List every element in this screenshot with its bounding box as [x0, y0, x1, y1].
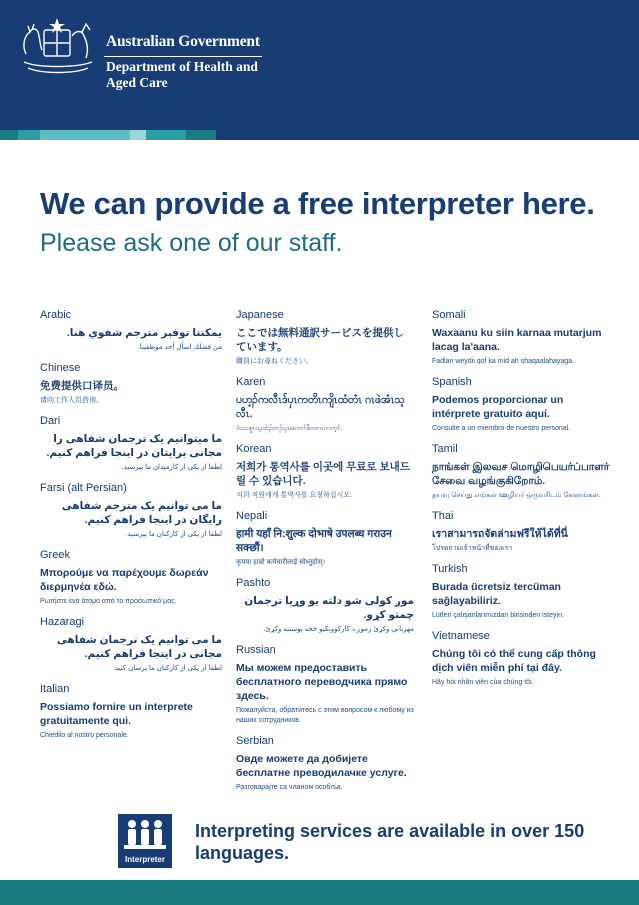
coat-of-arms-icon	[18, 16, 98, 78]
language-ask-staff-text: 職員にお尋ねください。	[236, 358, 313, 365]
language-block	[432, 443, 612, 501]
government-name: Australian Government	[106, 33, 260, 50]
language-block	[236, 644, 414, 726]
language-block	[432, 376, 612, 434]
language-block	[40, 683, 222, 741]
language-offer-text: ما می توانیم یک ترجمان شفاهی مجانی در اینجا فراهم کنیم.	[56, 634, 222, 660]
language-ask-staff-text: 请向工作人员咨询。	[40, 397, 103, 404]
header	[0, 0, 639, 130]
language-name: Tamil	[432, 443, 458, 455]
language-block	[432, 630, 612, 688]
language-name: Turkish	[432, 563, 468, 575]
header-divider	[104, 56, 262, 57]
language-block	[236, 443, 414, 501]
language-name: Arabic	[40, 309, 72, 321]
language-name: Italian	[40, 683, 70, 695]
language-ask-staff-text: Fadlan weydii qof ka mid ah shaqaalahayaga.	[432, 358, 575, 365]
language-ask-staff-text: ဝံသးစူၤဃ့ထံၣ်ဘၣ်ပှၤမၤတၢ်ဖိတဂၤတက့ၢ်.	[236, 425, 343, 432]
language-ask-staff-text: Разговарајте са чланом особља.	[236, 784, 343, 791]
language-ask-staff-text: لطفا از یکی از کارکنان ما بپرسید.	[125, 531, 222, 538]
interpreter-logo	[118, 814, 172, 868]
language-ask-staff-text: لطفا از یکی از کارمندان ما بپرسید.	[121, 464, 222, 471]
language-offer-text: 免费提供口译员。	[40, 380, 124, 392]
language-name: Nepali	[236, 510, 268, 522]
language-name: Farsi (alt Persian)	[40, 482, 127, 494]
language-ask-staff-text: โปรดถามเจ้าหน้าที่ของเรา	[432, 545, 513, 552]
stripe-segment	[216, 130, 639, 140]
language-ask-staff-text: Consulte a un miembro de nuestro personal.	[432, 425, 571, 432]
language-offer-text: Μπορούμε να παρέχουμε δωρεάν διερμηνέα εδώ.	[40, 567, 209, 593]
stripe-segment	[0, 130, 18, 140]
language-name: Hazaragi	[40, 616, 85, 628]
footer-message: Interpreting services are available in over 150 languages.	[195, 821, 585, 863]
language-block	[40, 309, 222, 353]
language-block	[236, 309, 414, 367]
language-name: Greek	[40, 549, 70, 561]
language-name: Korean	[236, 443, 272, 455]
language-block	[236, 577, 414, 635]
language-ask-staff-text: مهرباني وکړئ زموږ د کارکوونکیو څخه پوښتنه وکړئ.	[263, 626, 414, 633]
language-ask-staff-text: من فضلك اسأل أحد موظفينا.	[137, 344, 222, 351]
department-name: Department of Health and Aged Care	[106, 59, 258, 90]
language-name: Thai	[432, 510, 454, 522]
language-ask-staff-text: Hãy hỏi nhân viên của chúng tôi.	[432, 679, 534, 686]
language-offer-text: நாங்கள் இலவச மொழிபெயர்ப்பாளர் சேவை வழங்குகிறோம்.	[432, 461, 610, 487]
language-offer-text: Chúng tôi có thể cung cấp thông dịch viên miễn phí tại đây.	[432, 648, 596, 674]
language-offer-text: ここでは無料通訳サービスを提供しています。	[236, 327, 404, 353]
language-offer-text: موږ کولی شو دلته یو وړیا ترجمان چمتو کړو.	[244, 595, 414, 621]
language-name: Chinese	[40, 362, 81, 374]
language-name: Dari	[40, 415, 61, 427]
language-name: Russian	[236, 644, 276, 656]
page-subtitle: Please ask one of our staff.	[40, 229, 343, 257]
language-block	[40, 616, 222, 674]
stripe-segment	[40, 130, 130, 140]
language-ask-staff-text: لطفا از یکی از کارکنان ما پرسان کنید.	[112, 665, 222, 672]
language-name: Serbian	[236, 735, 274, 747]
stripe-segment	[130, 130, 146, 140]
language-offer-text: Burada ücretsiz tercüman sağlayabiliriz.	[432, 581, 561, 607]
language-offer-text: ပဟ့ၣ်ကလီၤဒ်ပှၤကတိၤကျိၤထံတံၤ ဂၤဖဲအံၤသ့လီၤ.	[236, 394, 405, 420]
language-block	[236, 376, 414, 434]
language-ask-staff-text: Пожалуйста, обратитесь с этим вопросом к любому из наших сотрудников.	[236, 707, 414, 724]
language-block	[236, 510, 414, 568]
language-block	[236, 735, 414, 793]
language-offer-text: เราสามารถจัดล่ามฟรีให้ได้ที่นี่	[432, 528, 568, 540]
logo-word: Interpreter	[124, 855, 165, 864]
language-block	[40, 415, 222, 473]
language-ask-staff-text: 저희 직원에게 통역사를 요청하십시오.	[236, 492, 352, 499]
language-name: Somali	[432, 309, 466, 321]
language-ask-staff-text: Lütfen çalışanlarımızdan birisinden isteyin.	[432, 612, 564, 619]
language-column-1	[40, 309, 222, 750]
language-offer-text: Мы можем предоставить бесплатного переводчика прямо здесь.	[236, 662, 408, 702]
stripe-segment	[146, 130, 186, 140]
bottom-band	[0, 880, 639, 905]
language-offer-text: Possiamo fornire un interprete gratuitamente qui.	[40, 701, 193, 727]
language-block	[40, 482, 222, 540]
color-stripe	[0, 130, 639, 140]
language-offer-text: ما می توانیم یک مترجم شفاهی رایگان در اینجا فراهم کنیم.	[61, 500, 222, 526]
language-name: Pashto	[236, 577, 271, 589]
language-offer-text: 저희가 통역사를 이곳에 무료로 보내드릴 수 있습니다.	[236, 461, 410, 487]
language-name: Japanese	[236, 309, 284, 321]
page-title: We can provide a free interpreter here.	[40, 186, 595, 221]
language-block	[432, 563, 612, 621]
language-offer-text: ما میتوانیم یک ترجمان شفاهی را مجانی برایتان در اینجا فراهم کنیم.	[46, 433, 222, 459]
language-offer-text: Waxaanu ku siin karnaa mutarjum lacag la'aana.	[432, 327, 602, 353]
language-block	[40, 549, 222, 607]
language-name: Karen	[236, 376, 266, 388]
language-name: Vietnamese	[432, 630, 490, 642]
language-offer-text: हामी यहाँ नि:शुल्क दोभाषे उपलब्ध गराउन सक्छौं।	[236, 528, 392, 554]
language-offer-text: Овде можете да добијете бесплатне преводилачке услуге.	[236, 753, 407, 779]
language-offer-text: Podemos proporcionar un intérprete gratuito aquí.	[432, 394, 564, 420]
language-block	[40, 362, 222, 406]
stripe-segment	[186, 130, 216, 140]
language-column-2	[236, 309, 414, 802]
language-ask-staff-text: कृपया हाम्रो कर्मचारीलाई सोध्नुहोस्।	[236, 559, 326, 566]
language-block	[432, 510, 612, 554]
language-offer-text: يمكننا توفير مترجم شفوي هنا.	[66, 327, 222, 339]
language-block	[432, 309, 612, 367]
language-ask-staff-text: Chiedilo al nostro personale.	[40, 732, 129, 739]
language-ask-staff-text: தயவு செய்து எங்கள் ஊழியர் ஒருவரிடம் கேளுங்கள்.	[432, 492, 601, 499]
stripe-segment	[18, 130, 40, 140]
language-ask-staff-text: Ρωτήστε ένα άτομο από το προσωπικό μας.	[40, 598, 177, 605]
language-name: Spanish	[432, 376, 472, 388]
language-column-3	[432, 309, 612, 697]
